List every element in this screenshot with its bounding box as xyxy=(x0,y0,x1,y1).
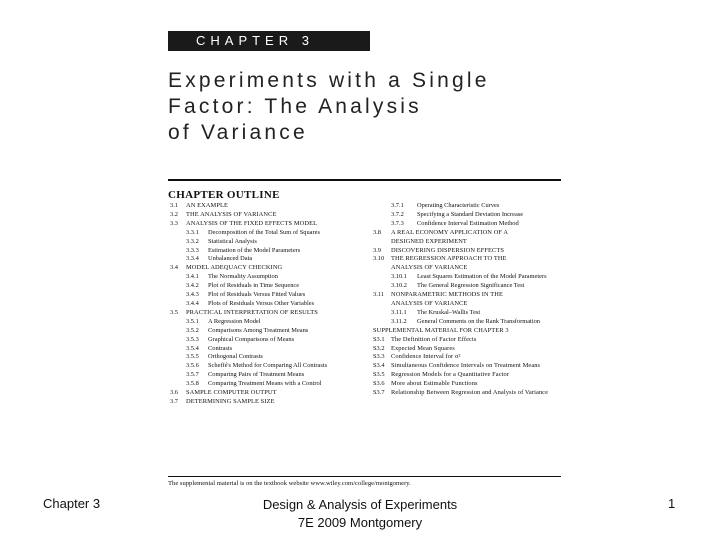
outline-entry: 3.10 THE REGRESSION APPROACH TO THE ANALYSIS OF VARIANCE xyxy=(373,255,507,272)
title-line: Factor: The Analysis xyxy=(168,95,422,118)
outline-entry: 3.10.1 Least Squares Estimation of the Model Parameters xyxy=(391,273,547,281)
outline-entry: S3.5 Regression Models for a Quantitative Factor xyxy=(373,371,510,379)
outline-entry: 3.2 THE ANALYSIS OF VARIANCE xyxy=(170,210,277,218)
supplemental-footnote: The supplemental material is on the textbook website www.wiley.com/college/montgomery. xyxy=(168,480,411,487)
footer-chapter: Chapter 3 xyxy=(43,496,101,511)
outline-bottom-rule xyxy=(168,476,561,477)
outline-entry: 3.3 ANALYSIS OF THE FIXED EFFECTS MODEL xyxy=(170,219,318,227)
outline-entry: S3.7 Relationship Between Regression and Analysis of Variance xyxy=(373,389,549,397)
outline-entry: 3.1 AN EXAMPLE xyxy=(170,202,229,209)
page-number: 1 xyxy=(668,496,676,511)
outline-entry: 3.11 NONPARAMETRIC METHODS IN THE ANALYSIS OF VARIANCE xyxy=(373,291,503,307)
outline-entry: 3.5.7 Comparing Pairs of Treatment Means xyxy=(186,371,305,379)
outline-entry: 3.6 SAMPLE COMPUTER OUTPUT xyxy=(170,389,277,397)
outline-entry: 3.7 DETERMINING SAMPLE SIZE xyxy=(170,397,275,405)
outline-entry: 3.11.1 The Kruskal–Wallis Test xyxy=(391,308,481,316)
outline-entry: 3.4 MODEL ADEQUACY CHECKING xyxy=(170,264,283,272)
outline-entry: 3.5.6 Scheffé's Method for Comparing All Contrasts xyxy=(186,362,328,370)
outline-entry: S3.3 Confidence Interval for σ² xyxy=(373,353,461,361)
outline-entry: 3.4.1 The Normality Assumption xyxy=(186,273,278,281)
outline-entry: 3.5.5 Orthogonal Contrasts xyxy=(186,353,263,361)
outline-entry: 3.5.4 Contrasts xyxy=(186,344,233,352)
title-line: of Variance xyxy=(168,121,308,144)
outline-entry: 3.3.2 Statistical Analysis xyxy=(186,237,257,245)
chapter-title xyxy=(168,68,588,146)
outline-entry: 3.10.2 The General Regression Significance Test xyxy=(391,282,525,290)
outline-entry: 3.3.3 Estimation of the Model Parameters xyxy=(186,246,301,254)
outline-entry: 3.8 A REAL ECONOMY APPLICATION OF A DESIGNED EXPERIMENT xyxy=(373,228,508,245)
outline-heading: CHAPTER OUTLINE xyxy=(168,189,280,201)
outline-entry: 3.5.1 A Regression Model xyxy=(186,317,261,325)
footer-book-line: Design & Analysis of Experiments xyxy=(262,497,458,512)
outline-entry: SUPPLEMENTAL MATERIAL FOR CHAPTER 3 xyxy=(373,326,509,334)
chapter-label: CHAPTER 3 xyxy=(168,31,370,51)
outline-entry: S3.2 Expected Mean Squares xyxy=(373,344,455,352)
outline-entry: 3.9 DISCOVERING DISPERSION EFFECTS xyxy=(373,246,505,254)
outline-entry: 3.5.2 Comparisons Among Treatment Means xyxy=(186,326,309,334)
outline-entry: 3.7.2 Specifying a Standard Deviation Increase xyxy=(391,210,524,218)
title-line: Experiments with a Single xyxy=(168,69,490,92)
outline-top-rule xyxy=(168,179,561,181)
footer-book-title xyxy=(230,496,490,532)
outline-entry: 3.5 PRACTICAL INTERPRETATION OF RESULTS xyxy=(170,308,318,316)
outline-left-column xyxy=(170,202,365,407)
outline-entry: 3.4.4 Plots of Residuals Versus Other Variables xyxy=(186,299,315,307)
outline-entry: 3.11.2 General Comments on the Rank Transformation xyxy=(391,317,541,325)
outline-entry: S3.1 The Definition of Factor Effects xyxy=(373,335,477,343)
outline-entry: S3.6 More about Estimable Functions xyxy=(373,380,478,388)
outline-entry: 3.4.3 Plot of Residuals Versus Fitted Values xyxy=(186,291,306,299)
outline-entry: 3.4.2 Plot of Residuals in Time Sequence xyxy=(186,282,300,290)
outline-entry: 3.3.4 Unbalanced Data xyxy=(186,255,253,263)
outline-entry: S3.4 Simultaneous Confidence Intervals on Treatment Means xyxy=(373,362,541,370)
outline-entry: 3.5.3 Graphical Comparisons of Means xyxy=(186,335,295,343)
outline-entry: 3.3.1 Decomposition of the Total Sum of Squares xyxy=(186,228,320,236)
outline-entry: 3.5.8 Comparing Treatment Means with a Control xyxy=(186,380,322,388)
outline-entry: 3.7.1 Operating Characteristic Curves xyxy=(391,202,500,209)
outline-entry: 3.7.3 Confidence Interval Estimation Method xyxy=(391,219,519,227)
outline-right-column xyxy=(373,202,563,398)
footer-book-edition: 7E 2009 Montgomery xyxy=(297,515,423,530)
